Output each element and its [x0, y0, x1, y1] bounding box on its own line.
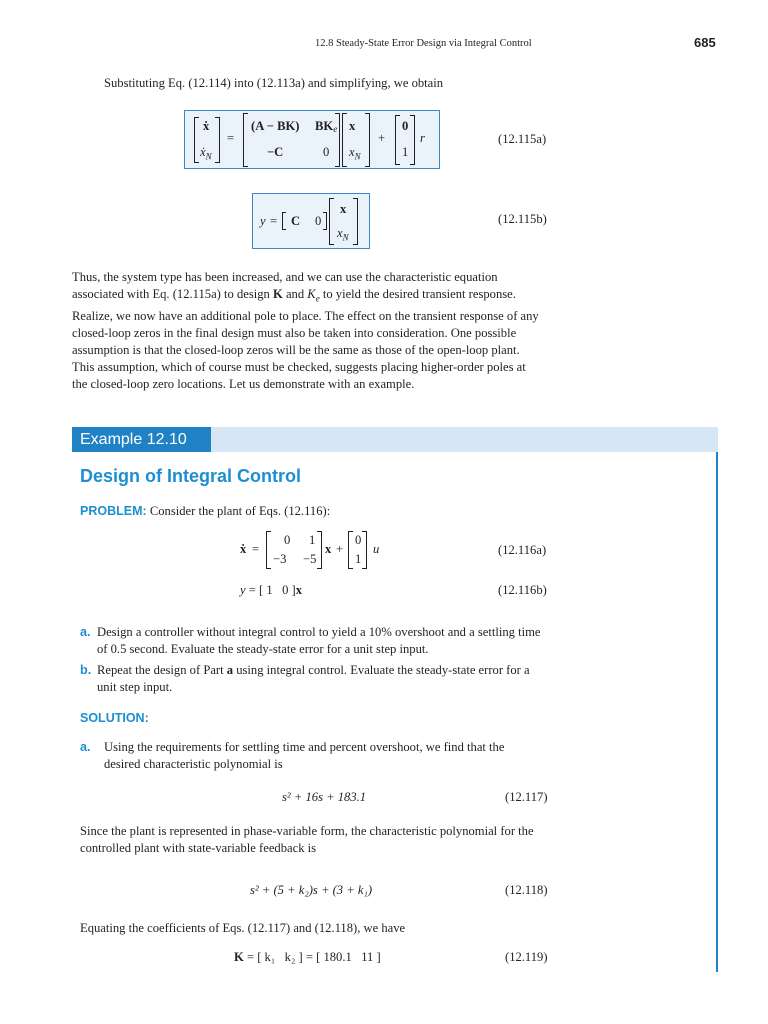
paragraph-3: Equating the coefficients of Eqs. (12.117) and (12.118), we have	[80, 921, 406, 935]
matrix-a21: −C	[267, 145, 284, 159]
paragraph-1: Thus, the system type has been increased, and we can use the characteristic equation associated with Eq. (12.115a) to design K and $K_e$ to yield the desired transient response. Realize, we now have an additional pole to place. The effect on the transient response of any closed-loop zeros in the final design must also be taken into consideration. One possible assumption is that the closed-loop zeros will be the same as those of the open-loop plant. This assumption, which of course must be checked, suggests placing higher-order poles at the closed-loop zero locations. Let us demonstrate with an example.	[72, 270, 539, 391]
matrix-a11: (A − BK)	[251, 119, 300, 133]
example-side-rule	[716, 452, 718, 972]
example-label: Example 12.10	[72, 427, 211, 452]
solution-a: a. Using the requirements for settling time and percent overshoot, we find that the desired characteristic polynomial is	[80, 740, 505, 771]
equation-12-116b: y = [ 1 0 ]x	[240, 583, 303, 597]
equation-number-118: (12.118)	[505, 883, 548, 897]
intro-text: Substituting Eq. (12.114) into (12.113a) and simplifying, we obtain	[104, 76, 444, 90]
equation-12-119: K = [ k₁ k₂ ] = [ 180.1 11 ]	[234, 950, 381, 964]
problem-item-b: b. Repeat the design of Part a using integral control. Evaluate the steady-state error for a unit step input.	[80, 663, 530, 694]
page-number: 685	[694, 35, 716, 50]
equation-number-115a: (12.115a)	[498, 132, 547, 146]
equation-12-115b-box: y = C 0 x $x_N$	[252, 193, 370, 249]
running-title: 12.8 Steady-State Error Design via Integral Control	[315, 38, 532, 49]
problem-statement: PROBLEM: Consider the plant of Eqs. (12.116):	[80, 504, 331, 518]
equation-number-117: (12.117)	[505, 790, 548, 804]
problem-item-a: a. Design a controller without integral control to yield a 10% overshoot and a settling time of 0.5 second. Evaluate the steady-state error for a unit step input.	[80, 625, 541, 656]
equation-12-116a: ẋ = 0 1 −3 −5 x + 0 1 u	[240, 530, 390, 570]
equation-12-118: s² + (5 + k₂)s + (3 + k₁)	[250, 883, 373, 897]
equation-number-119: (12.119)	[505, 950, 548, 964]
solution-label: SOLUTION:	[80, 711, 149, 725]
paragraph-2: Since the plant is represented in phase-variable form, the characteristic polynomial for the controlled plant with state-variable feedback is	[80, 824, 534, 855]
equation-number-116b: (12.116b)	[498, 583, 547, 597]
equation-12-115a-box: ẋ ẋ$_N$ = (A − BK) BKe −C 0 x $x_N$ + 0 1 r	[184, 110, 440, 169]
equation-12-117: s² + 16s + 183.1	[282, 790, 367, 804]
example-title: Design of Integral Control	[80, 466, 302, 486]
equation-number-115b: (12.115b)	[498, 212, 547, 226]
lhs-xdot: ẋ	[203, 119, 210, 133]
equation-number-116a: (12.116a)	[498, 543, 547, 557]
